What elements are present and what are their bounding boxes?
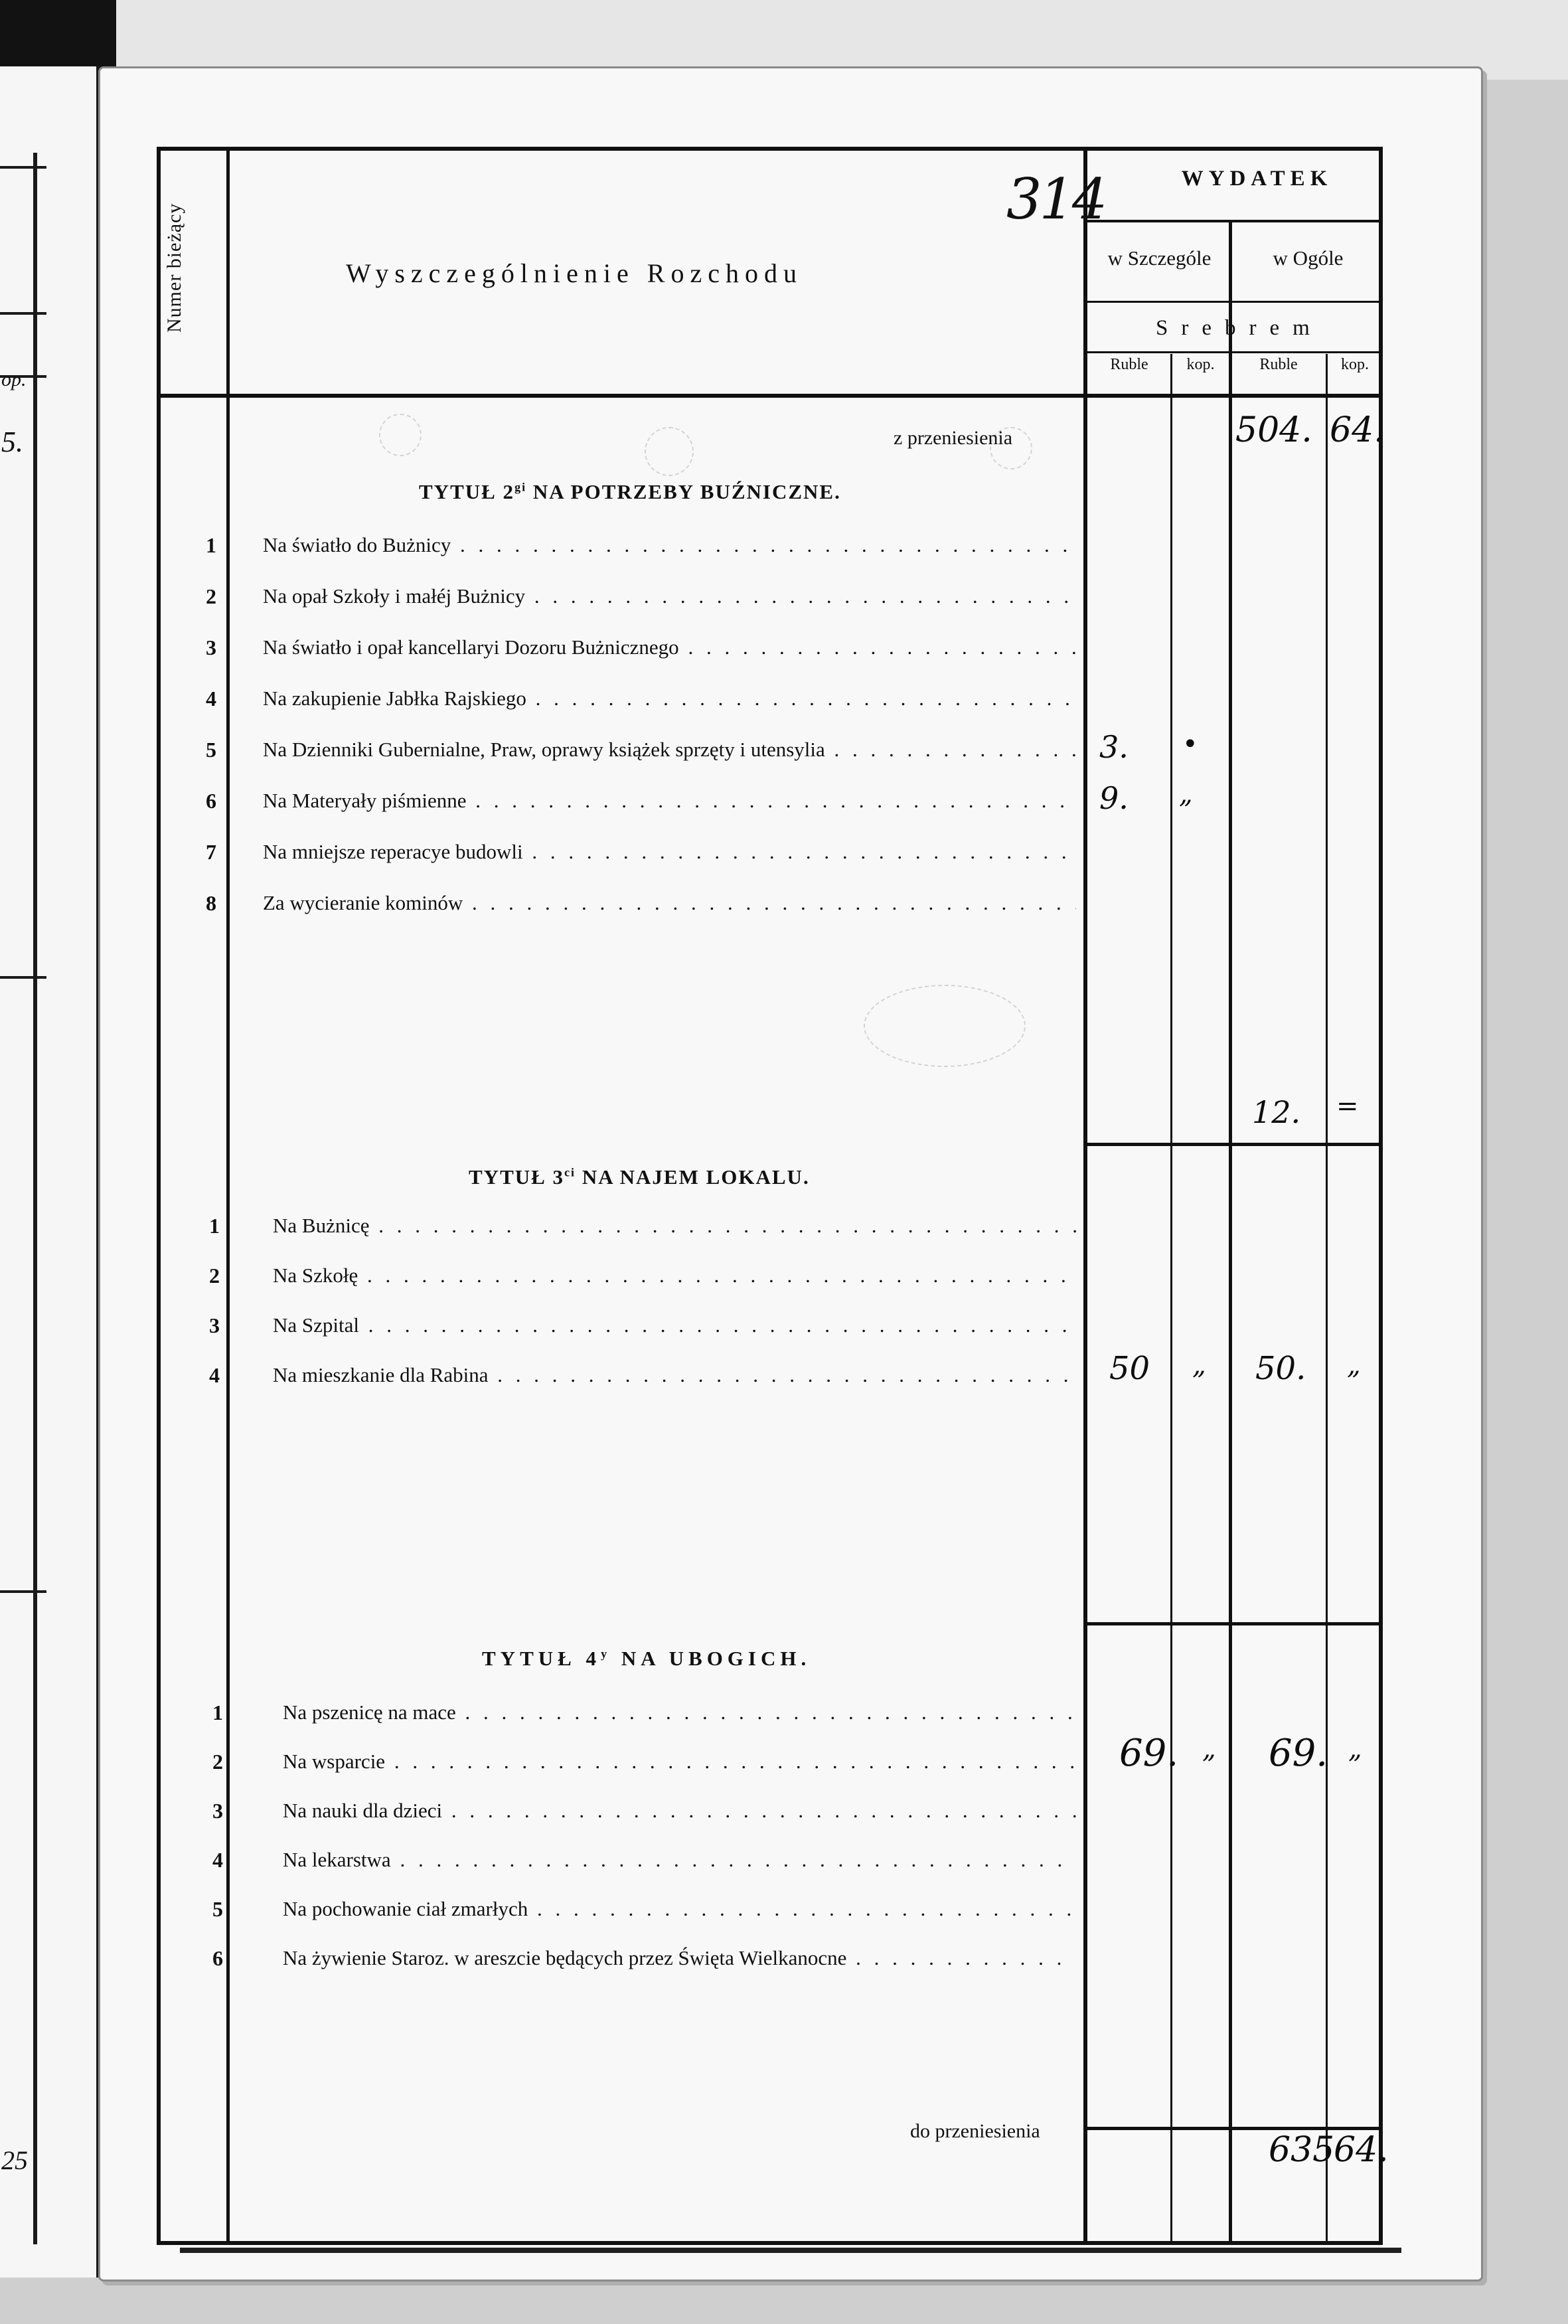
sheet-number: 314 (1006, 167, 1105, 232)
carried-forward-label: z przeniesienia (894, 427, 1013, 449)
section-4-total-rubles: 69. (1269, 1732, 1328, 1775)
page-title: Wyszczególnienie Rozchodu (346, 258, 803, 288)
row-number: 4 (212, 1848, 223, 1872)
row-number: 2 (206, 584, 216, 608)
carried-forward-rubles: 504. (1235, 410, 1312, 450)
row-description: Na nauki dla dzieci . . . (283, 1799, 1076, 1823)
row-number: 5 (206, 738, 216, 762)
row-number: 2 (209, 1264, 220, 1287)
total-rubles-header: Ruble (1259, 356, 1298, 373)
ledger-page (98, 66, 1483, 2282)
row-detail-kop: • (1182, 729, 1198, 760)
detail-total-rule (1229, 221, 1232, 2245)
row-number: 5 (212, 1897, 223, 1921)
row-description: Na wsparcie . . . (283, 1750, 1076, 1774)
row-description: Na pochowanie ciał zmarłych . . . (283, 1897, 1076, 1921)
section-2-total-rule (1087, 1143, 1379, 1146)
section-title-3: TYTUŁ $3^{ci}$ NA NAJEM LOKALU. (469, 1165, 810, 1189)
left-fragment-header: op. (1, 369, 27, 390)
row-description: Na zakupienie Jabłka Rajskiego . . . (263, 687, 1076, 710)
row-description: Na Bużnicę . . . (273, 1214, 1076, 1238)
section-title-4: TYTUŁ 4$^y$ NA UBOGICH. (482, 1647, 811, 1670)
row-description: Na światło i opał kancellaryi Dozoru Bużnicznego . . . (263, 635, 1076, 659)
row-number: 6 (212, 1946, 223, 1970)
section-4-total-kop: „ (1348, 1734, 1362, 1764)
header-bottom-rule (157, 394, 1383, 398)
row-number: 3 (209, 1313, 220, 1337)
carry-over-rubles: 635 (1269, 2130, 1335, 2170)
description-column-rule (1083, 147, 1087, 2245)
row-description: Na lekarstwa . . . (283, 1848, 1076, 1872)
row-number: 7 (206, 840, 216, 864)
row-description: Na Materyały piśmienne . . . (263, 789, 1076, 813)
row-detail-rubles: 69. (1119, 1732, 1179, 1775)
row-number: 8 (206, 891, 216, 915)
row-description: Na mniejsze reperacye budowli . . . (263, 840, 1076, 864)
row-number: 3 (206, 635, 216, 659)
row-number-column-header: Numer bieżący (163, 203, 185, 333)
left-fragment-amount: 5. (1, 426, 23, 458)
row-description: Na pszenicę na mace . . . (283, 1701, 1076, 1724)
number-column-rule (226, 147, 230, 2245)
detail-column-header: w Szczególe (1107, 246, 1212, 270)
row-description: Na mieszkanie dla Rabina . . . (273, 1363, 1076, 1387)
total-column-header: w Ogóle (1273, 246, 1344, 270)
row-number: 1 (209, 1214, 220, 1238)
row-description: Na opał Szkoły i małéj Bużnicy . . . (263, 584, 1076, 608)
section-3-total-rubles: 50. (1255, 1350, 1306, 1387)
row-number: 6 (206, 789, 216, 813)
row-description: Za wycieranie kominów . . . (263, 891, 1076, 915)
row-detail-kop: „ (1202, 1734, 1216, 1764)
row-description: Na Szpital . . . (273, 1313, 1076, 1337)
row-detail-rubles: 50 (1109, 1350, 1150, 1387)
section-3-total-kop: „ (1347, 1350, 1361, 1380)
row-number: 4 (206, 687, 216, 710)
scan-edge (0, 0, 116, 73)
row-description: Na żywienie Staroz. w areszcie będących przez Święta Wielkanocne . . . (283, 1946, 1076, 1970)
total-kop-header: kop. (1341, 356, 1369, 373)
row-detail-kop: „ (1179, 779, 1193, 809)
row-detail-kop: „ (1192, 1350, 1206, 1380)
section-2-total-kop: = (1336, 1091, 1359, 1121)
carry-over-label: do przeniesienia (910, 2120, 1040, 2142)
adjacent-page-fragment (0, 66, 100, 2278)
section-title-2: TYTUŁ $2^{gi}$ NA POTRZEBY BUŹNICZNE. (419, 480, 841, 503)
detail-kop-header: kop. (1186, 356, 1215, 373)
row-description: Na światło do Bużnicy . . . (263, 533, 1076, 557)
row-number: 4 (209, 1363, 220, 1387)
section-3-total-rule (1087, 1622, 1379, 1625)
expense-header: WYDATEK (1181, 167, 1333, 191)
section-2-total-rubles: 12. (1252, 1094, 1301, 1130)
row-number: 3 (212, 1799, 223, 1823)
ledger-frame (157, 147, 1383, 2245)
row-number: 1 (212, 1701, 223, 1724)
row-detail-rubles: 9. (1099, 780, 1129, 816)
carry-over-kop: 64. (1334, 2130, 1389, 2170)
row-number: 2 (212, 1750, 223, 1774)
currency-header: Srebrem (1156, 316, 1323, 340)
carried-forward-kop: 64. (1330, 410, 1385, 450)
row-detail-rubles: 3. (1099, 729, 1129, 765)
detail-rubles-header: Ruble (1110, 356, 1148, 373)
left-fragment-total: 25 (1, 2145, 28, 2175)
row-description: Na Dzienniki Gubernialne, Praw, oprawy książek sprzęty i utensylia . . . (263, 738, 1076, 762)
row-description: Na Szkołę . . . (273, 1264, 1076, 1287)
row-number: 1 (206, 533, 216, 557)
